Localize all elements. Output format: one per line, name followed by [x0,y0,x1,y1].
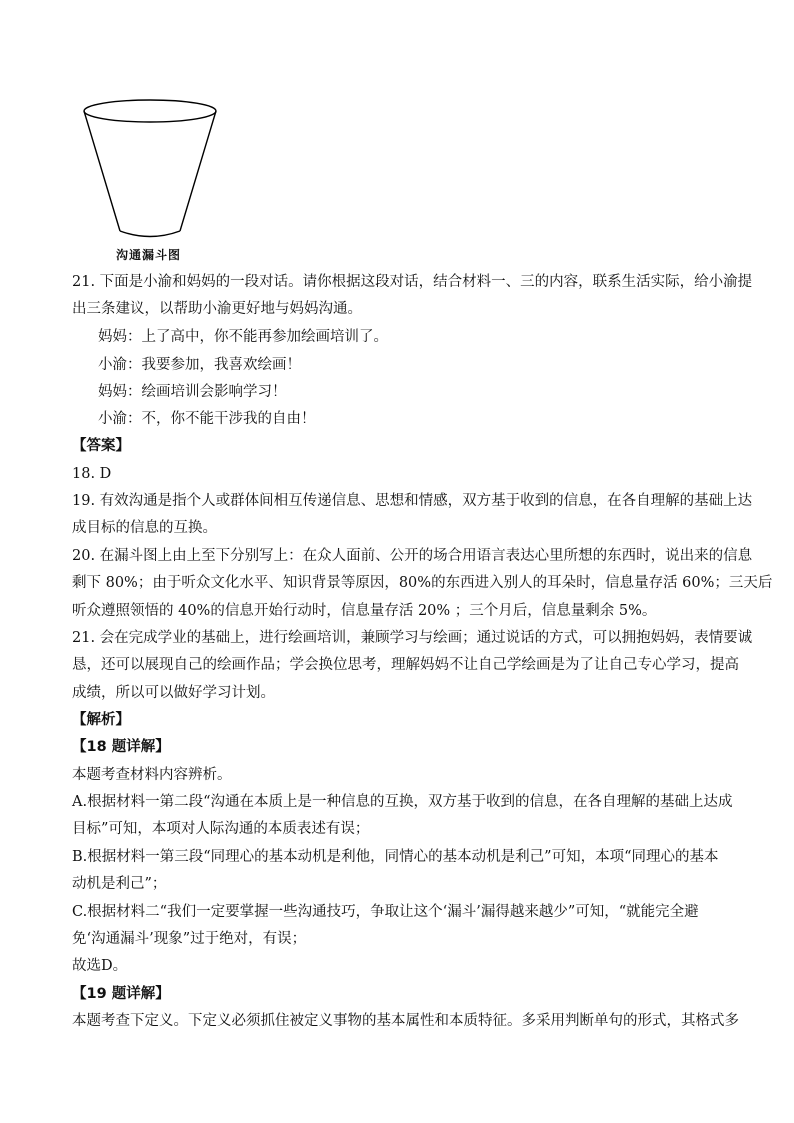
detail-18-intro: 本题考查材料内容辨析。 [72,767,232,783]
dialogue-line: 小渝：不，你不能干涉我的自由！ [98,411,316,427]
option-b-line2: 动机是利己”； [72,876,167,892]
analysis-heading: 【解析】 [72,712,130,728]
dialogue-line: 小渝：我要参加，我喜欢绘画！ [98,357,301,373]
funnel-diagram [80,96,220,266]
choice-line: 故选D。 [72,958,128,974]
answer-20-line1: 20. 在漏斗图上由上至下分别写上：在众人面前、公开的场合用语言表达心里所想的东西时，说出来的信息 [72,548,753,564]
answer-21-line2: 恳，还可以展现自己的绘画作品；学会换位思考，理解妈妈不让自己学绘画是为了让自己专心学习，提高 [72,657,739,673]
answer-21-line1: 21. 会在完成学业的基础上，进行绘画培训，兼顾学习与绘画；通过说话的方式，可以拥抱妈妈，表情要诚 [72,630,753,646]
answer-20-line2: 剩下 80%；由于听众文化水平、知识背景等原因，80%的东西进入别人的耳朵时，信息量存活 60%；三天后 [72,575,773,591]
question21-line1: 21. 下面是小渝和妈妈的一段对话。请你根据这段对话，结合材料一、三的内容，联系生活实际，给小渝提 [72,274,753,290]
funnel-rim [84,100,216,122]
answer-20-line3: 听众遵照领悟的 40%的信息开始行动时，信息量存活 20% ；三个月后，信息量剩余 5%。 [72,603,657,619]
detail-18-heading: 【18 题详解】 [72,739,170,755]
answer-19-line1: 19. 有效沟通是指个人或群体间相互传递信息、思想和情感，双方基于收到的信息，在各自理解的基础上达 [72,493,753,509]
answer-18: 18. D [72,466,112,482]
answer-heading: 【答案】 [72,438,130,454]
funnel-left-side [84,111,120,231]
answer-19-line2: 成目标的信息的互换。 [72,520,217,536]
answer-21-line3: 成绩，所以可以做好学习计划。 [72,685,275,701]
funnel-bottom [120,231,180,237]
option-c-line1: C.根据材料二“我们一定要掌握一些沟通技巧，争取让这个‘漏斗’漏得越来越少”可知，“就能完全避 [72,904,699,920]
option-a-line1: A.根据材料一第二段“沟通在本质上是一种信息的互换，双方基于收到的信息，在各自理解的基础上达成 [72,794,733,810]
dialogue-line: 妈妈：上了高中，你不能再参加绘画培训了。 [98,329,388,345]
option-c-line2: 免‘沟通漏斗’现象”过于绝对，有误； [72,931,307,947]
option-b-line1: B.根据材料一第三段“同理心的基本动机是利他，同情心的基本动机是利己”可知，本项“同理心的基本 [72,849,719,865]
figure-caption: 沟通漏斗图 [116,248,182,262]
funnel-right-side [180,111,216,231]
detail-19-intro: 本题考查下定义。下定义必须抓住被定义事物的基本属性和本质特征。多采用判断单句的形式，其格式多 [72,1013,739,1029]
option-a-line2: 目标”可知，本项对人际沟通的本质表述有误； [72,821,370,837]
question21-line2: 出三条建议，以帮助小渝更好地与妈妈沟通。 [72,301,362,317]
dialogue-line: 妈妈：绘画培训会影响学习！ [98,384,287,400]
detail-19-heading: 【19 题详解】 [72,986,170,1002]
